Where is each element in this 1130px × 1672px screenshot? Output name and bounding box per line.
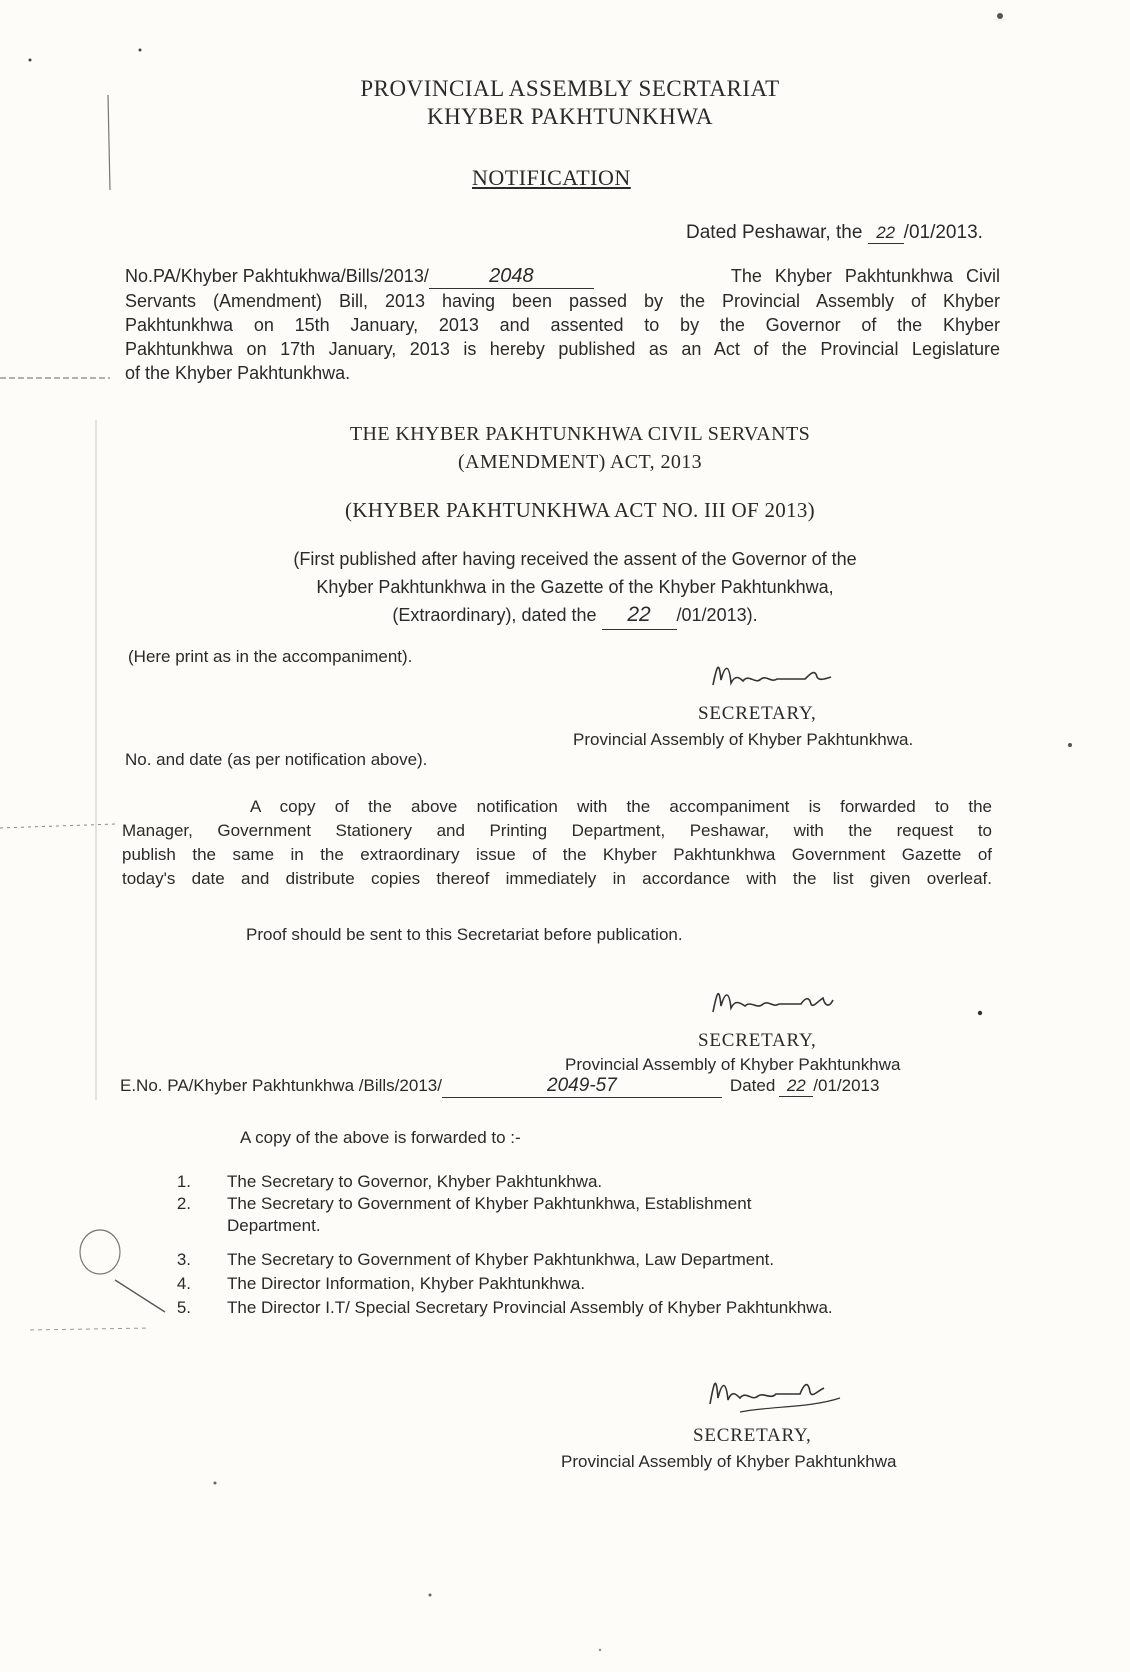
act-number: (KHYBER PAKHTUNKHWA ACT NO. III OF 2013) bbox=[345, 498, 815, 522]
handwritten-signature-2 bbox=[705, 980, 855, 1020]
dated-prefix: Dated Peshawar, the bbox=[686, 222, 863, 243]
publication-line3-suffix: /01/2013). bbox=[676, 605, 758, 625]
act-title-line2: (AMENDMENT) ACT, 2013 bbox=[457, 451, 703, 473]
list-item bbox=[165, 1194, 1015, 1238]
forward-paragraph bbox=[122, 795, 992, 891]
forwarded-to-heading: A copy of the above is forwarded to :- bbox=[240, 1128, 521, 1147]
intro-line-3: Pakhtunkhwa on 17th January, 2013 is hereby published as an Act of the Provincial Legislature bbox=[125, 339, 1000, 359]
list-item bbox=[165, 1172, 1015, 1194]
letterhead-line1: PROVINCIAL ASSEMBLY SECRTARIAT bbox=[360, 76, 780, 101]
intro-paragraph bbox=[125, 265, 1000, 387]
proof-note: Proof should be sent to this Secretariat before publication. bbox=[246, 925, 683, 944]
signature-1-title: SECRETARY, bbox=[698, 703, 817, 724]
intro-line-4: of the Khyber Pakhtunkhwa. bbox=[125, 363, 351, 383]
intro-line-1: Servants (Amendment) Bill, 2013 having been passed by the Provincial Assembly of Khyber bbox=[125, 291, 1000, 311]
intro-ref-number: 2048 bbox=[429, 265, 594, 289]
list-item-number: 1. bbox=[176, 1172, 191, 1191]
list-item-number: 3. bbox=[176, 1250, 191, 1269]
list-item-number: 4. bbox=[176, 1274, 191, 1293]
signature-2 bbox=[705, 980, 855, 1020]
dated-line bbox=[686, 222, 983, 244]
list-item-text: The Secretary to Government of Khyber Pakhtunkhwa, Law Department. bbox=[227, 1250, 775, 1269]
publication-day: 22 bbox=[602, 601, 677, 630]
signature-3-org: Provincial Assembly of Khyber Pakhtunkhwa bbox=[561, 1452, 897, 1471]
forward-line-1: Manager, Government Stationery and Printing Department, Peshawar, with the request to bbox=[122, 821, 992, 840]
forward-line-0: A copy of the above notification with the accompaniment is forwarded to the bbox=[250, 797, 992, 816]
endorsement-dated-prefix: Dated bbox=[729, 1076, 776, 1095]
signature-3 bbox=[700, 1368, 850, 1416]
signature-2-org: Provincial Assembly of Khyber Pakhtunkhwa bbox=[565, 1055, 901, 1074]
intro-ref-prefix: No.PA/Khyber Pakhtukhwa/Bills/2013/ bbox=[125, 266, 429, 286]
handwritten-signature-1 bbox=[705, 655, 855, 695]
publication-line3-prefix: (Extraordinary), dated the bbox=[392, 605, 597, 625]
list-item-number: 5. bbox=[176, 1298, 191, 1317]
notification-heading: NOTIFICATION bbox=[472, 165, 631, 190]
signature-2-title: SECRETARY, bbox=[698, 1030, 817, 1051]
endorsement-dated-suffix: /01/2013 bbox=[813, 1076, 880, 1095]
list-item-text: The Secretary to Governor, Khyber Pakhtunkhwa. bbox=[227, 1172, 603, 1191]
signature-1-org: Provincial Assembly of Khyber Pakhtunkhwa. bbox=[573, 730, 914, 749]
signature-3-title: SECRETARY, bbox=[693, 1425, 812, 1446]
intro-line-0: The Khyber Pakhtunkhwa Civil bbox=[730, 266, 1000, 286]
letterhead bbox=[250, 75, 890, 131]
list-item bbox=[165, 1250, 1015, 1272]
endorsement-dated-day: 22 bbox=[779, 1076, 813, 1097]
intro-line-2: Pakhtunkhwa on 15th January, 2013 and assented to by the Governor of the Khyber bbox=[125, 315, 1000, 335]
endorsement-line bbox=[120, 1075, 990, 1098]
recipients-list bbox=[165, 1172, 1015, 1352]
list-item-text: The Director Information, Khyber Pakhtunkhwa. bbox=[227, 1274, 586, 1293]
signature-1 bbox=[705, 655, 855, 695]
here-print-note: (Here print as in the accompaniment). bbox=[128, 647, 413, 666]
forward-line-2: publish the same in the extraordinary issue of the Khyber Pakhtunkhwa Government Gazette of bbox=[122, 845, 992, 864]
forward-line-3: today's date and distribute copies thereof immediately in accordance with the list given overleaf. bbox=[122, 869, 992, 888]
list-item-text: The Secretary to Government of Khyber Pakhtunkhwa, Establishment bbox=[227, 1194, 752, 1213]
publication-note bbox=[215, 545, 935, 630]
publication-line1: (First published after having received the assent of the Governor of the bbox=[293, 549, 857, 569]
act-title-line1: THE KHYBER PAKHTUNKHWA CIVIL SERVANTS bbox=[349, 423, 811, 445]
dated-suffix: /01/2013. bbox=[903, 222, 983, 243]
endorsement-ref-number: 2049-57 bbox=[442, 1075, 722, 1098]
act-title bbox=[230, 420, 930, 476]
list-item-text: The Director I.T/ Special Secretary Provincial Assembly of Khyber Pakhtunkhwa. bbox=[227, 1298, 833, 1317]
letterhead-line2: KHYBER PAKHTUNKHWA bbox=[426, 104, 714, 129]
list-item-text-continued: Department. bbox=[227, 1216, 321, 1235]
no-date-line: No. and date (as per notification above). bbox=[125, 750, 428, 769]
list-item bbox=[165, 1274, 1015, 1296]
list-item bbox=[165, 1298, 1015, 1320]
publication-line2: Khyber Pakhtunkhwa in the Gazette of the Khyber Pakhtunkhwa, bbox=[316, 577, 834, 597]
endorsement-ref-prefix: E.No. PA/Khyber Pakhtunkhwa /Bills/2013/ bbox=[120, 1076, 442, 1095]
dated-day: 22 bbox=[868, 223, 904, 244]
handwritten-signature-3 bbox=[700, 1368, 850, 1416]
list-item-number: 2. bbox=[176, 1194, 191, 1213]
